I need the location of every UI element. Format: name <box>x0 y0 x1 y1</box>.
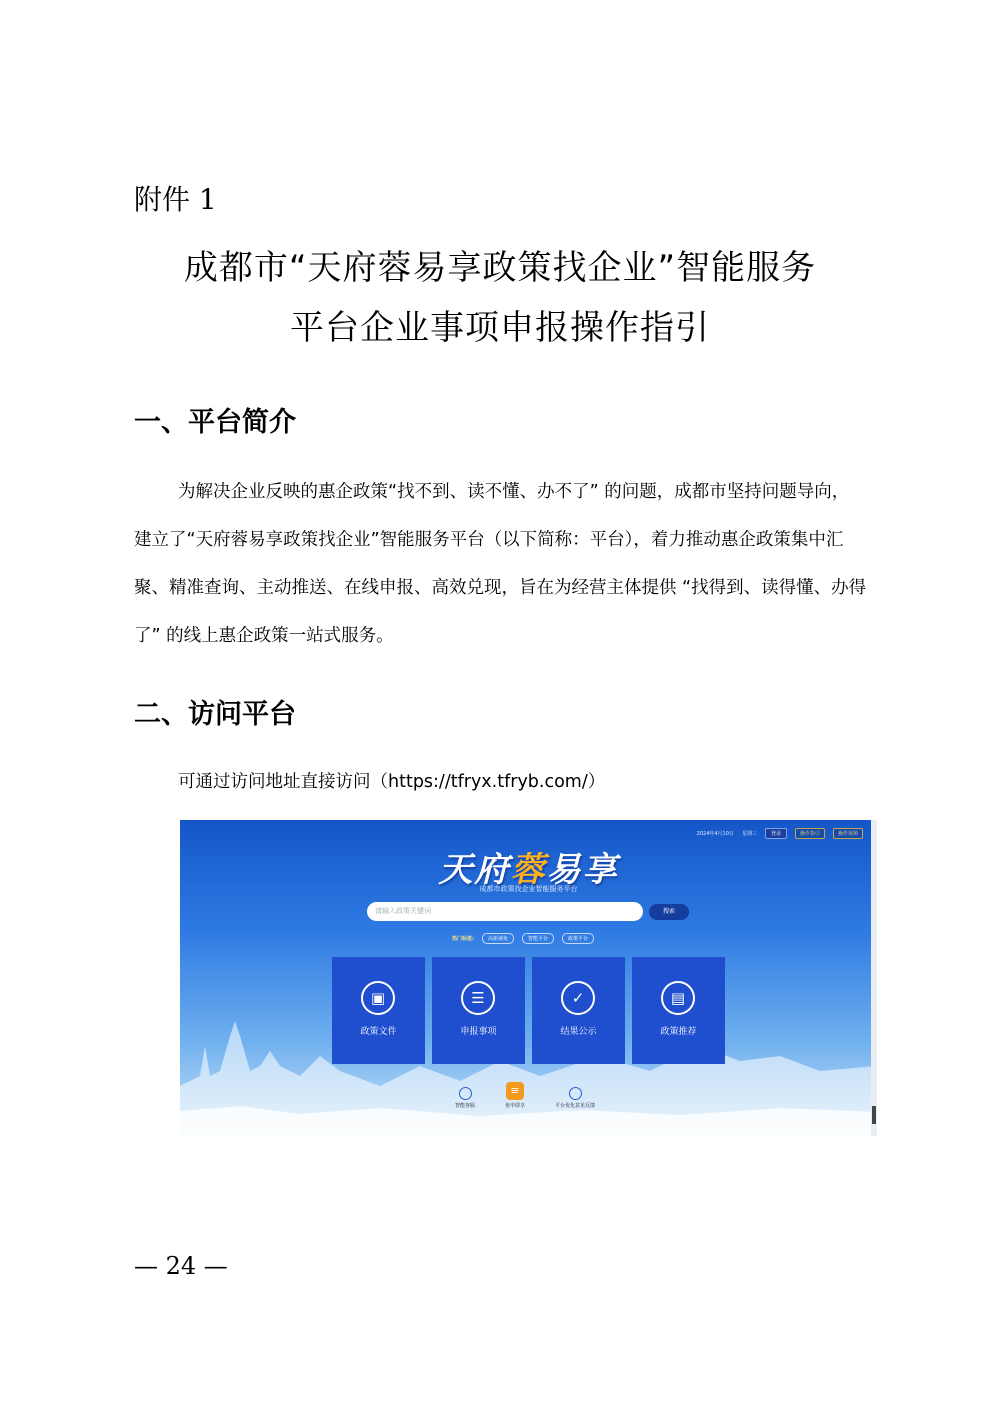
annex-label: 附件 1 <box>134 183 217 216</box>
login-button[interactable]: 登录 <box>765 828 787 839</box>
page-number: — 24 — <box>134 1252 228 1280</box>
hot-tags <box>452 933 594 944</box>
card-label: 申报事项 <box>460 1027 497 1037</box>
card-policy-documents[interactable] <box>332 957 425 1064</box>
scrollbar[interactable] <box>871 820 877 1136</box>
hot-label: 热门标签: <box>452 936 474 942</box>
access-prefix: 可通过访问地址直接访问（ <box>178 772 388 792</box>
hot-tag[interactable]: 高新减免 <box>482 933 514 944</box>
feedback-icon <box>569 1087 582 1100</box>
weekday-text: 星期三 <box>741 831 757 837</box>
check-icon: ✓ <box>561 981 595 1015</box>
paragraph-line: 为解决企业反映的惠企政策“找不到、读不懂、办不了” 的问题，成都市坚持问题导向， <box>178 482 850 502</box>
document-title-line1: 成都市“天府蓉易享政策找企业”智能服务 <box>183 248 817 288</box>
shortcut-label: 智能客服 <box>455 1103 476 1109</box>
platform-subtitle: 成都市政策找企业智能服务平台 <box>479 885 578 893</box>
section2-heading: 二、访问平台 <box>134 699 296 730</box>
platform-url-link[interactable]: https://tfryx.tfryb.com/ <box>388 772 588 792</box>
logo-part1: 天府 <box>438 850 511 890</box>
recommend-icon: ▤ <box>661 981 695 1015</box>
guide-button[interactable]: 操作指引 <box>795 828 825 839</box>
document-icon: ▣ <box>361 981 395 1015</box>
feature-cards <box>332 957 725 1064</box>
card-results-publicity[interactable] <box>532 957 625 1064</box>
card-label: 政策文件 <box>360 1027 397 1037</box>
logo-part2: 易享 <box>546 850 619 890</box>
shortcut-label: 免申即享 <box>505 1103 526 1109</box>
platform-screenshot <box>180 820 877 1136</box>
access-sentence <box>178 768 605 793</box>
card-declaration-items[interactable] <box>432 957 525 1064</box>
date-text: 2024年4月10日 <box>696 831 734 837</box>
card-label: 政策推荐 <box>660 1027 697 1037</box>
hot-tag[interactable]: 智能平台 <box>522 933 554 944</box>
card-policy-recommendation[interactable] <box>632 957 725 1064</box>
paragraph-line: 了” 的线上惠企政策一站式服务。 <box>134 626 394 646</box>
access-suffix: ） <box>587 772 606 792</box>
list-icon: ☰ <box>461 981 495 1015</box>
top-bar <box>697 828 863 839</box>
exemption-icon: ≡ <box>506 1082 524 1100</box>
search-button[interactable]: 搜索 <box>649 904 689 920</box>
shortcut-feedback[interactable] <box>555 1087 595 1109</box>
search-input[interactable]: 请输入政策关键词 <box>367 902 643 921</box>
card-label: 结果公示 <box>560 1027 597 1037</box>
paragraph-line: 聚、精准查询、主动推送、在线申报、高效兑现，旨在为经营主体提供 “找得到、读得懂、办得 <box>134 578 867 598</box>
video-button[interactable]: 操作视频 <box>833 828 863 839</box>
shortcut-exemption[interactable] <box>505 1082 525 1109</box>
section1-heading: 一、平台简介 <box>134 407 296 438</box>
scrollbar-thumb[interactable] <box>872 1106 876 1124</box>
bottom-shortcuts <box>455 1082 595 1109</box>
paragraph-line: 建立了“天府蓉易享政策找企业”智能服务平台（以下简称：平台），着力推动惠企政策集中汇 <box>134 530 844 550</box>
hot-tag[interactable]: 政策平台 <box>562 933 594 944</box>
document-title-line2: 平台企业事项申报操作指引 <box>290 308 710 348</box>
service-icon <box>459 1087 472 1100</box>
logo-accent: 蓉 <box>510 850 547 890</box>
section1-paragraph <box>134 468 878 660</box>
shortcut-label: 平台优化意见反馈 <box>555 1103 596 1109</box>
shortcut-smart-service[interactable] <box>455 1087 475 1109</box>
